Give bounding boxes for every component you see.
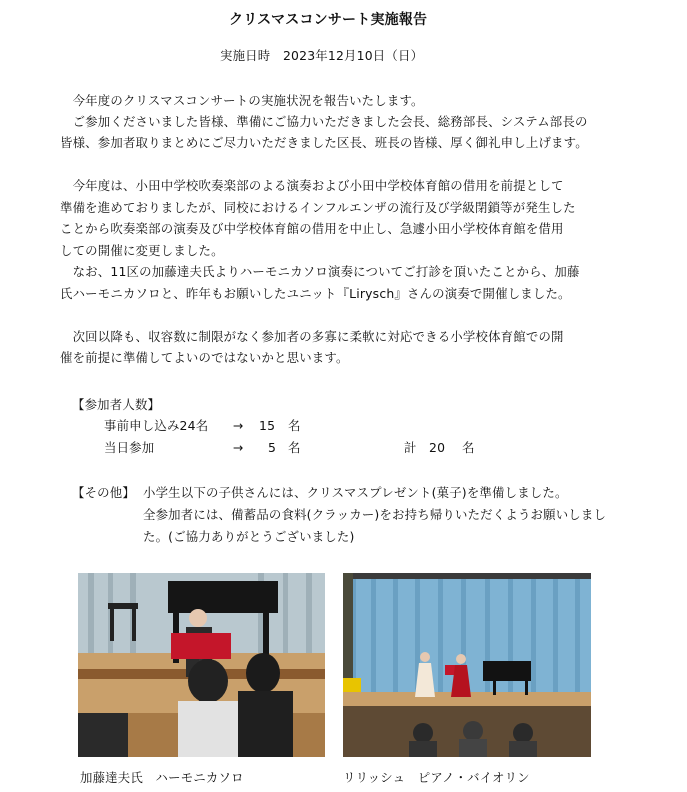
other-line: 全参加者には、備蓄品の食料(クラッカー)をお持ち帰りいただくようお願いしまし <box>143 507 607 522</box>
paragraph-line: 今年度は、小田中学校吹奏楽部のよる演奏および小田中学校体育館の借用を前提として <box>60 178 564 193</box>
paragraph-line: 今年度のクリスマスコンサートの実施状況を報告いたします。 <box>60 93 424 108</box>
participants-heading: 【参加者人数】 <box>72 397 161 412</box>
sameday-arrow: → <box>233 440 244 455</box>
other-heading: 【その他】 <box>72 485 135 500</box>
piano-violin-photo <box>343 573 591 757</box>
paragraph-line: ご参加くださいました皆様、準備にご協力いただきました会長、総務部長、システム部長の <box>60 114 588 129</box>
total-label: 計 <box>404 440 417 455</box>
harmonica-solo-photo <box>78 573 325 757</box>
advance-signup-unit: 名 <box>288 418 301 433</box>
paragraph-line: 氏ハーモニカソロと、昨年もお願いしたユニット『Lirysch』さんの演奏で開催しました。 <box>60 286 571 301</box>
paragraph-line: 準備を進めておりましたが、同校におけるインフルエンザの流行及び学級閉鎖等が発生した <box>60 200 576 215</box>
total-unit: 名 <box>462 440 475 455</box>
advance-signup-label: 事前申し込み24名 <box>104 418 209 433</box>
other-line: た。(ご協力ありがとうございました) <box>143 529 355 544</box>
advance-signup-arrow: → <box>233 418 244 433</box>
other-line: 小学生以下の子供さんには、クリスマスプレゼント(菓子)を準備しました。 <box>143 485 568 500</box>
advance-signup-count: 15 <box>259 418 276 433</box>
paragraph-line: なお、11区の加藤達夫氏よりハーモニカソロ演奏についてご打診を頂いたことから、加藤 <box>60 264 580 279</box>
paragraph-line: しての開催に変更しました。 <box>60 243 224 258</box>
paragraph-line: 次回以降も、収容数に制限がなく参加者の多寡に柔軟に対応できる小学校体育館での開 <box>60 329 564 344</box>
page-title: クリスマスコンサート実施報告 <box>229 12 428 28</box>
paragraph-line: ことから吹奏楽部の演奏及び中学校体育館の借用を中止し、急遽小田小学校体育館を借用 <box>60 221 564 236</box>
sameday-count: 5 <box>268 440 277 455</box>
paragraph-line: 皆様、参加者取りまとめにご尽力いただきました区長、班長の皆様、厚く御礼申し上げます。 <box>60 135 588 150</box>
total-count: 20 <box>429 440 446 455</box>
sameday-unit: 名 <box>288 440 301 455</box>
event-date: 実施日時 2023年12月10日（日） <box>220 48 424 63</box>
left-photo-caption: 加藤達夫氏 ハーモニカソロ <box>80 770 244 785</box>
right-photo-caption: リリッシュ ピアノ・バイオリン <box>343 770 530 785</box>
sameday-label: 当日参加 <box>104 440 155 455</box>
paragraph-line: 催を前提に準備してよいのではないかと思います。 <box>60 350 349 365</box>
